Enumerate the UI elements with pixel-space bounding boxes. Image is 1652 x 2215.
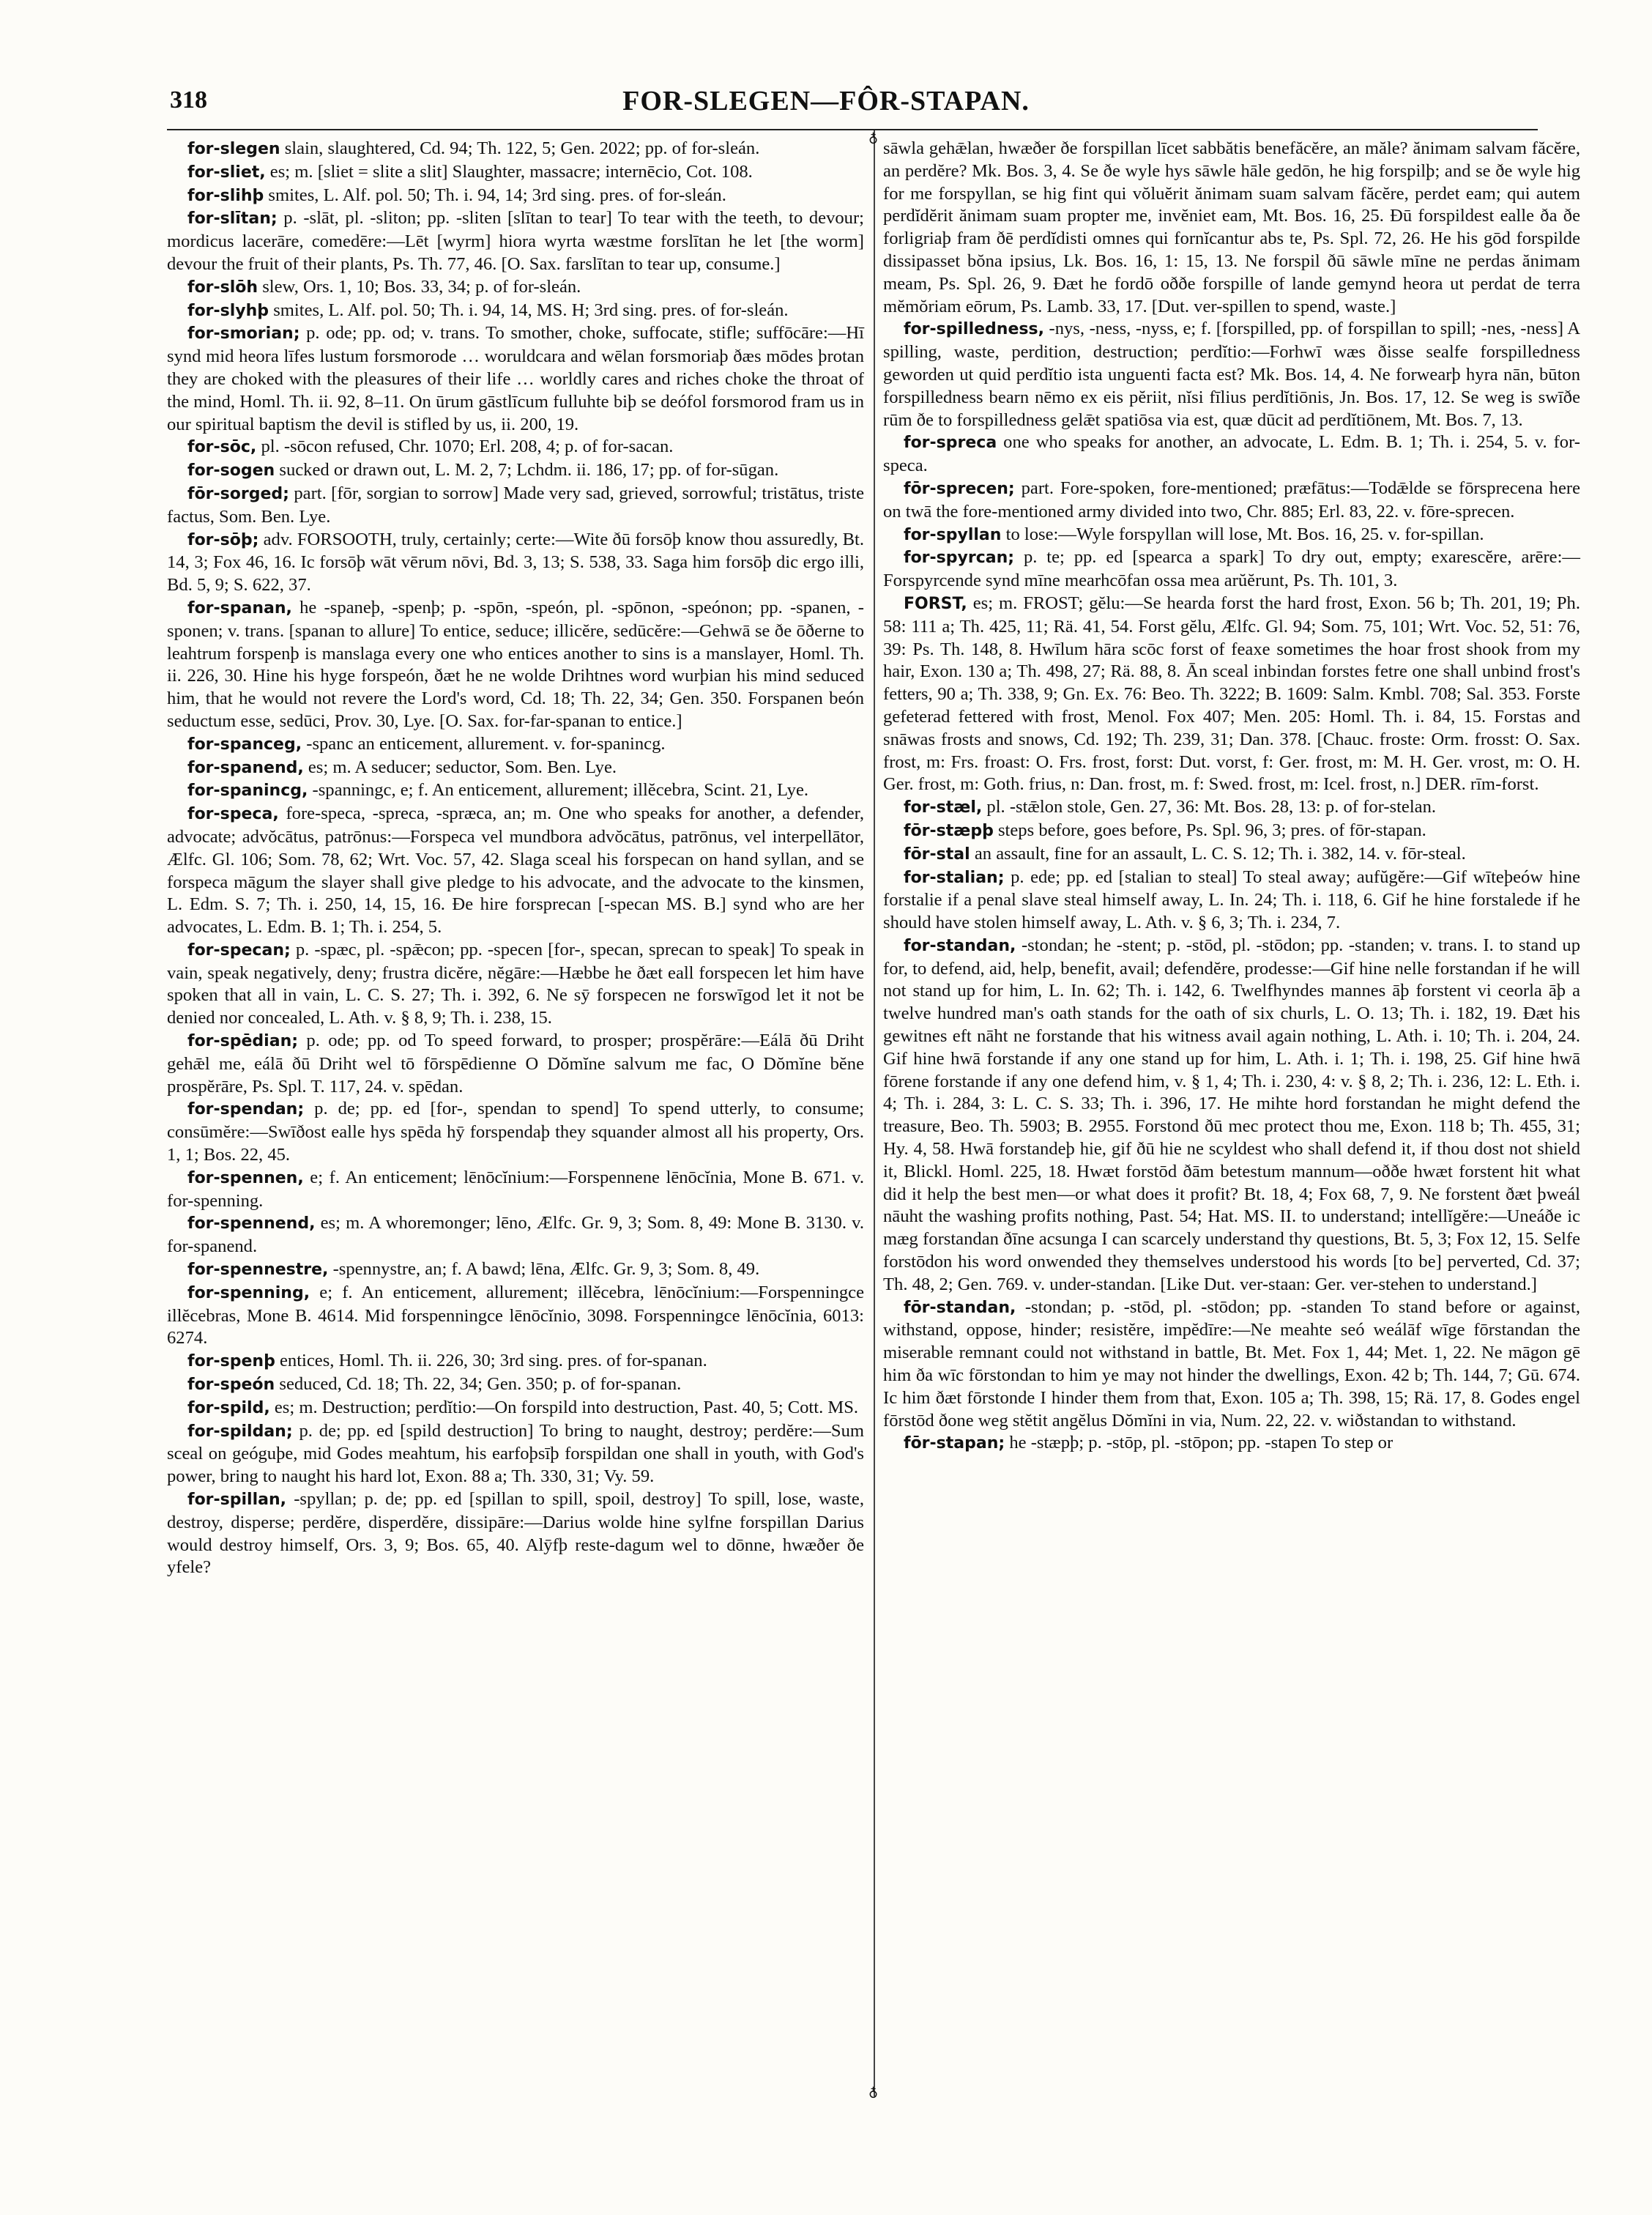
entry-headword: for-sōc, — [187, 438, 257, 457]
dictionary-entry — [167, 1098, 864, 1166]
entry-definition: p. ode; pp. od To speed forward, to prosper; prospĕrāre:—Eálā ðū Driht gehǣl me, eálā ðū Driht wel tō fōrspēdienne O Dŏmĭne salvum me fac, O Dŏmĭne bĕne prospĕrāre, Ps. Spl. T. 117, 24. v. spēdan. — [167, 1031, 864, 1097]
dictionary-entry — [167, 207, 864, 275]
entry-headword: for-spenning, — [187, 1283, 310, 1302]
entry-headword: for-spanan, — [187, 598, 292, 617]
dictionary-entry — [883, 478, 1580, 524]
dictionary-entry — [883, 843, 1580, 867]
dictionary-entry — [883, 524, 1580, 547]
entry-headword: for-spyllan — [904, 525, 1002, 544]
dictionary-entry — [883, 138, 1580, 318]
entry-headword: for-spanceg, — [187, 735, 302, 754]
entry-definition: pl. -sōcon refused, Chr. 1070; Erl. 208, 4; p. of for-sacan. — [261, 437, 674, 457]
entry-headword: for-spennen, — [187, 1168, 304, 1187]
dictionary-entry — [167, 1373, 864, 1397]
dictionary-entry — [883, 318, 1580, 431]
entry-definition: slain, slaughtered, Cd. 94; Th. 122, 5; Gen. 2022; pp. of for-sleán. — [284, 138, 760, 158]
dictionary-entry — [167, 1282, 864, 1350]
entry-definition: pl. -stǣlon stole, Gen. 27, 36: Mt. Bos. 28, 13: p. of for-stelan. — [986, 797, 1437, 817]
dictionary-entry — [883, 820, 1580, 843]
entry-headword: for-speca, — [187, 805, 279, 824]
entry-definition: es; m. Destruction; perdĭtio:—On forspild into destruction, Past. 40, 5; Cott. MS. — [274, 1397, 859, 1417]
dictionary-entry — [167, 1167, 864, 1213]
entry-definition: -nys, -ness, -nyss, e; f. [forspilled, pp. of forspillan to spill; -nes, -ness] A spilling, waste, perdition, destruction; perdĭtio:—Forhwī wæs ðisse sealfe forspilledness geworden ut quid perdĭtio ista unguenti facta est? Mk. Bos. 14, 4. Ne forwearþ hyra nān, būton forspilledness bearn nēmo ex eis pĕriit, nĭsi fīlius perdĭtiōnis, Jn. Bos. 17, 12. Se weg is swīðe rūm ðe to forspilledness gelǣt spatiōsa via est, quæ dūcit ad perdĭtiōnem, Mt. Bos. 7, 13. — [883, 319, 1580, 430]
dictionary-entry — [167, 939, 864, 1030]
left-column — [167, 138, 864, 1579]
entry-definition: steps before, goes before, Ps. Spl. 96, 3; pres. of fōr-stapan. — [997, 820, 1426, 840]
entry-definition: es; m. A whoremonger; lēno, Ælfc. Gr. 9, 3; Som. 8, 49: Mone B. 3130. v. for-spanend. — [167, 1213, 864, 1257]
entry-definition: p. -spæc, pl. -spǣcon; pp. -specen [for-, specan, sprecan to speak] To speak in vain, speak negatively, deny; frustra dicĕre, nĕgāre:—Hæbbe he ðæt eall forspecen let him have spoken that all in vain, L. C. S. 27; Th. i. 392, 6. Ne sȳ forspecen ne forswīgod let it not be denied nor concealed, L. Ath. v. § 8, 9; Th. i. 238, 15. — [167, 939, 864, 1028]
dictionary-entry — [167, 1350, 864, 1373]
entry-definition: p. -slāt, pl. -sliton; pp. -sliten [slītan to tear] To tear with the teeth, to devour; mordicus lacerāre, comedēre:—Lēt [wyrm] hiora wyrta wæstme forslītan he let [the worm] devour the fruit of their plants, Ps. Th. 77, 46. [O. Sax. farslītan to tear up, consume.] — [167, 208, 864, 274]
entry-headword: for-slōh — [187, 278, 258, 297]
entry-headword: for-stalian; — [904, 868, 1005, 887]
entry-definition: adv. FORSOOTH, truly, certainly; certe:—Wite ðū forsōþ know thou assuredly, Bt. 14, 3; Fox 46, 16. Ic forsōþ wāt vērum nōvi, Bd. 3, 13; S. 538, 33. Saga him forsōþ dic ergo illi, Bd. 5, 9; S. 622, 37. — [167, 529, 864, 596]
entry-definition: p. de; pp. ed [for-, spendan to spend] To spend utterly, to consume; consūmĕre:—Swīðost ealle hys spēda hȳ forspendaþ they squander almost all his property, Ors. 1, 1; Bos. 22, 45. — [167, 1099, 864, 1165]
entry-definition: p. de; pp. ed [spild destruction] To bring to naught, destroy; perdĕre:—Sum sceal on geóguþe, mid Godes meahtum, his earfoþsīþ forspildan one shall in youth, with God's power, bring to naught his hard lot, Exon. 88 a; Th. 330, 31; Vy. 59. — [167, 1420, 864, 1487]
entry-definition: es; m. [sliet = slite a slit] Slaughter, massacre; internēcio, Cot. 108. — [269, 161, 753, 182]
entry-headword: for-specan; — [187, 940, 291, 960]
entry-headword: for-speón — [187, 1376, 275, 1395]
entry-headword: for-sogen — [187, 461, 275, 481]
entry-headword: for-spēdian; — [187, 1032, 299, 1051]
dictionary-entry — [883, 546, 1580, 593]
dictionary-entry — [883, 1432, 1580, 1455]
dictionary-entry — [167, 276, 864, 300]
dictionary-entry — [167, 1212, 864, 1258]
entry-headword: fōr-stæpþ — [904, 821, 994, 840]
entry-definition: -spennystre, an; f. A bawd; lēna, Ælfc. Gr. 9, 3; Som. 8, 49. — [332, 1259, 760, 1280]
entry-headword: for-spillan, — [187, 1491, 286, 1510]
entry-headword: fōr-stal — [904, 845, 970, 864]
entry-definition: e; f. An enticement, allurement; illĕcebra, lēnōcĭnium:—Forspenningce illĕcebras, Mone B. 4614. Mid forspenningce lēnōcĭnio, 3098. Forspenningce lēnōcĭnia, 6013: 6274. — [167, 1282, 864, 1348]
dictionary-entry — [167, 757, 864, 780]
dictionary-entry — [167, 459, 864, 483]
dictionary-entry — [167, 138, 864, 161]
entry-headword: for-spanincg, — [187, 782, 308, 801]
ornament-top-icon: ♁ — [868, 130, 879, 145]
dictionary-entry — [167, 483, 864, 529]
entry-headword: for-slītan; — [187, 209, 278, 229]
entry-headword: for-standan, — [904, 936, 1016, 955]
entry-definition: es; m. FROST; gĕlu:—Se hearda forst the hard frost, Exon. 56 b; Th. 201, 19; Ph. 58: 111 a; Th. 425, 11; Rä. 41, 54. Forst gĕlu, Ælfc. Gl. 94; Som. 75, 101; Wrt. Voc. 52, 51: 76, 39: Ps. Th. 148, 8. Hwīlum hāra scōc forst of feaxe sometimes the hoar frost shook from my hair, Exon. 130 a; Th. 498, 27; Rä. 88, 8. Ān sceal inbindan forstes fetre one shall unbind frost's fetters, 90 a; Th. 338, 9; Gn. Ex. 76: Beo. Th. 3222; B. 1609: Salm. Kmbl. 708; Sal. 353. Forste gefeterad fettered with frost, Menol. Fox 407; Men. 205: Homl. Th. i. 84, 15. Forstas and snāwas frosts and snows, Cd. 192; Th. 239, 31; Dan. 378. [Chauc. froste: Orm. frosst: O. Sax. frost, m: Frs. froast: O. Frs. frost, forst: Dut. vorst, f: Ger. frost, m: M. H. Ger. vrost, m: O. H. Ger. frost, m: Goth. frius, n: Dan. frost, m. f: Swed. frost, m: Icel. frost, n.] DER. rīm-forst. — [883, 593, 1580, 795]
dictionary-entry — [167, 529, 864, 597]
dictionary-entry — [883, 431, 1580, 478]
entry-headword: fōr-sorged; — [187, 484, 289, 503]
entry-headword: for-spendan; — [187, 1100, 305, 1119]
entry-headword: for-spild, — [187, 1398, 270, 1417]
ornament-bottom-icon: ♁ — [868, 2085, 879, 2099]
running-head: FOR-SLEGEN—FÔR-STAPAN. — [622, 86, 1030, 116]
header-rule — [167, 129, 1538, 130]
dictionary-entry — [167, 1420, 864, 1488]
entry-headword: for-spilledness, — [904, 320, 1044, 339]
entry-definition: part. Fore-spoken, fore-mentioned; præfātus:—Todǣlde se fōrsprecena here on twā the fore-mentioned army divided into two, Chr. 885; Erl. 83, 22. v. fōre-sprecen. — [883, 478, 1580, 522]
entry-headword: for-sōþ; — [187, 530, 259, 549]
dictionary-entry — [167, 1397, 864, 1420]
dictionary-entry — [883, 867, 1580, 935]
dictionary-entry — [883, 796, 1580, 820]
entry-definition: -spanningc, e; f. An enticement, allurement; illĕcebra, Scint. 21, Lye. — [312, 780, 809, 801]
entry-definition: p. ode; pp. od; v. trans. To smother, choke, suffocate, stifle; suffōcāre:—Hī synd mid heora līfes lustum forsmorode … woruldcara and wēlan forsmoriaþ ðæs mōdes þrotan they are choked with the pleasures of their life … worldly cares and riches choke the throat of the mind, Homl. Th. ii. 92, 8–11. On ūrum gāstlīcum fulluhte biþ se deófol forsmorod fram us in our spiritual baptism the devil is stifled by us, ii. 200, 19. — [167, 323, 864, 434]
dictionary-entry — [167, 803, 864, 939]
dictionary-entry — [167, 300, 864, 323]
entry-definition: sucked or drawn out, L. M. 2, 7; Lchdm. ii. 186, 17; pp. of for-sūgan. — [279, 460, 779, 481]
entry-definition: to lose:—Wyle forspyllan will lose, Mt. Bos. 16, 25. v. for-spillan. — [1005, 524, 1484, 544]
entry-headword: fōr-sprecen; — [904, 479, 1015, 498]
page-number: 318 — [170, 86, 207, 114]
dictionary-entry — [167, 185, 864, 208]
dictionary-entry — [167, 436, 864, 459]
entry-headword: for-slegen — [187, 140, 280, 158]
entry-headword: for-spanend, — [187, 758, 304, 777]
entry-headword: for-spennestre, — [187, 1261, 329, 1280]
entry-definition: p. te; pp. ed [spearca a spark] To dry out, empty; exarescĕre, arēre:—Forspyrcende synd mīne mearhcōfan ossa mea arŭĕrunt, Ps. Th. 101, 3. — [883, 547, 1580, 591]
entry-headword: for-slyhþ — [187, 301, 269, 320]
entry-definition: he -stæpþ; p. -stōp, pl. -stōpon; pp. -stapen To step or — [1009, 1433, 1394, 1453]
entry-definition: an assault, fine for an assault, L. C. S. 12; Th. i. 382, 14. v. fōr-steal. — [974, 843, 1466, 864]
entry-headword: for-slihþ — [187, 186, 264, 205]
dictionary-entry — [167, 322, 864, 436]
entry-definition: -stondan; p. -stōd, pl. -stōdon; pp. -standen To stand before or against, withstand, oppose, hinder; resistĕre, impĕdīre:—Ne meahte seó weálāf wīge fōrstandan the miserable remnant could not withstand in battle, Bt. Met. Fox 1, 44; Met. 1, 22. Ne māgon gē him ða wīc fōrstondan to him ye may not hinder the dwellings, Exon. 42 b; Th. 144, 7; Gū. 674. Ic him ðæt fōrstonde I hinder them from that, Exon. 105 a; Th. 398, 15; Rä. 17, 8. Godes engel fōrstōd ðone weg stĕtit angĕlus Dŏmĭni in via, Num. 22, 22. v. wiðstandan to withstand. — [883, 1296, 1580, 1431]
entry-definition: he -spaneþ, -spenþ; p. -spōn, -speón, pl. -spōnon, -speónon; pp. -spanen, -sponen; v. trans. [spanan to allure] To entice, seduce; illicĕre, sedūcĕre:—Gehwā se ðe ōðerne to leahtrum forspenþ is manslaga every one who entices another to sins is a manslayer, Homl. Th. ii. 226, 30. Hine his hyge forspeón, ðæt he ne wolde Drihtnes word wurþian his mind seduced him, that he would not revere the Lord's word, Cd. 18; Th. 22, 34; Gen. 350. Forspanen beón seductum esse, sedūci, Prov. 30, Lye. [O. Sax. for-far-spanan to entice.] — [167, 597, 864, 731]
right-column — [883, 138, 1580, 1455]
entry-definition: es; m. A seducer; seductor, Som. Ben. Lye. — [308, 757, 617, 777]
entry-headword: for-spildan; — [187, 1422, 293, 1441]
dictionary-entry — [167, 1258, 864, 1282]
entry-definition: -spyllan; p. de; pp. ed [spillan to spill, spoil, destroy] To spill, lose, waste, destroy, disperse; perdĕre, disperdĕre, dissipāre:—Darius wolde hine sylfne forspillan Darius would destroy himself, Ors. 3, 9; Bos. 65, 40. Alȳfþ reste-dagum wel to dōnne, hwæðer ðe yfele? — [167, 1489, 864, 1578]
entry-headword: FORST, — [904, 594, 967, 613]
entry-headword: for-sliet, — [187, 163, 266, 182]
entry-headword: for-smorian; — [187, 324, 300, 344]
dictionary-entry — [167, 161, 864, 185]
entry-headword: for-spenþ — [187, 1352, 275, 1371]
entry-headword: for-stæl, — [904, 798, 983, 817]
entry-definition: sāwla gehǣlan, hwæðer ðe forspillan līcet sabbătis benefăcĕre, an măle? ănimam salvam făcĕre, an perdĕre? Mk. Bos. 3, 4. Se ðe wyle hys sāwle hāle gedōn, he hig forspilþ; and se ðe wyle hig for me forspyllan, se hig fint qui vŏluĕrit ănimam suam salvam făcĕre, perdet eam; qui autem perdĭdĕrit ănimam suam propter me, invĕniet eam, Mt. Bos. 16, 25. Ðū forspildest ealle ða ðe forligriaþ fram ðē perdĭdisti omnes qui fornĭcantur abs te, Ps. Spl. 72, 26. He his gōd forspilde dissipasset bŏna ipsius, Lk. Bos. 16, 1: 15, 13. Ne forspil ðū sāwle mīne ne perdas ănimam meam, Ps. Spl. 26, 9. Ðæt he fordō oððe forspille of lande gemynd heora ut perdat de terra mĕmŏriam eōrum, Ps. Lamb. 33, 17. [Dut. ver-spillen to spend, waste.] — [883, 138, 1580, 316]
dictionary-entry — [167, 779, 864, 803]
dictionary-entry — [883, 935, 1580, 1296]
entry-definition: smites, L. Alf. pol. 50; Th. i. 94, 14, MS. H; 3rd sing. pres. of for-sleán. — [273, 300, 789, 320]
entry-headword: for-spreca — [904, 434, 997, 453]
entry-definition: p. ede; pp. ed [stalian to steal] To steal away; aufŭgĕre:—Gif wīteþeów hine forstalie if a penal slave steal himself away, L. In. 24; Th. i. 118, 6. Gif he hine forstalede if he should have stolen himself away, L. Ath. v. § 6, 3; Th. i. 234, 7. — [883, 867, 1580, 933]
entry-definition: part. [fōr, sorgian to sorrow] Made very sad, grieved, sorrowful; tristātus, triste factus, Som. Ben. Lye. — [167, 483, 864, 527]
entry-definition: smites, L. Alf. pol. 50; Th. i. 94, 14; 3rd sing. pres. of for-sleán. — [268, 185, 726, 205]
entry-headword: fōr-standan, — [904, 1298, 1016, 1317]
entry-definition: e; f. An enticement; lēnōcĭnium:—Forspennene lēnōcĭnia, Mone B. 671. v. for-spenning. — [167, 1167, 864, 1211]
entry-definition: entices, Homl. Th. ii. 226, 30; 3rd sing. pres. of for-spanan. — [280, 1351, 707, 1371]
entry-definition: seduced, Cd. 18; Th. 22, 34; Gen. 350; p. of for-spanan. — [279, 1374, 682, 1395]
entry-headword: for-spyrcan; — [904, 549, 1015, 568]
entry-headword: fōr-stapan; — [904, 1434, 1005, 1453]
dictionary-entry — [167, 733, 864, 757]
entry-definition: -stondan; he -stent; p. -stōd, pl. -stōdon; pp. -standen; v. trans. I. to stand up for, to defend, aid, help, benefit, avail; defendĕre, prodesse:—Gif hine nelle forstandan if he will not stand up for him, L. In. 62; Th. i. 142, 6. Twelfhyndes mannes āþ forstent vi ceorla āþ a twelve hundred man's oath stands for the oath of six churls, L. O. 13; Th. i. 182, 19. Ðæt his gewitnes eft nāht ne forstande that his witness avail again nothing, L. Ath. i. 10; Th. i. 204, 24. Gif hine hwā forstande if any one stand up for him, L. Ath. i. 1; Th. i. 198, 25. Gif hine hwā fōrene forstande if any one defend him, v. § 1, 4; Th. i. 230, 4: v. § 8, 2; Th. i. 236, 12: L. Eth. i. 4; Th. i. 284, 3: L. C. S. 33; Th. i. 396, 17. He mihte hord forstandan he might defend the treasure, Beo. Th. 5903; B. 2955. Forstond ðū mec protect thou me, Exon. 118 b; Th. 455, 31; Hy. 4, 58. Hwā forstandeþ hie, gif ðū hie ne scyldest who shall defend it, if thou dost not shield it, Blickl. Homl. 225, 18. Hwæt forstōd ðām betestum mannum—oððe hwæt forstent hit what did it help the best men—or what does it profit? Bt. 18, 4; Fox 68, 7, 9. Ne forstent ðæt þweál nāuht the washing profits nothing, Past. 54; Hat. MS. II. to understand; intellĭgĕre:—Uneáðe ic mæg forstandan ðīne acsunga I can scarcely understand thy questions, Bt. 5, 3; Fox 12, 15. Selfe forstōdon his word onwended they themselves understood his words [to be] perverted, Cd. 37; Th. 48, 2; Gen. 769. v. under-standan. [Like Dut. ver-staan: Ger. ver-stehen to understand.] — [883, 935, 1580, 1294]
column-divider — [874, 130, 875, 2096]
dictionary-entry — [167, 1030, 864, 1098]
dictionary-entry — [167, 597, 864, 733]
entry-definition: one who speaks for another, an advocate, L. Edm. B. 1; Th. i. 254, 5. v. for-speca. — [883, 432, 1580, 476]
dictionary-entry — [883, 593, 1580, 796]
entry-definition: fore-speca, -spreca, -spræca, an; m. One who speaks for another, a defender, advocate; advŏcātus, patrōnus:—Forspeca vel mundbora advŏcātus, patrōnus, vel interpellātor, Ælfc. Gl. 106; Som. 78, 62; Wrt. Voc. 57, 42. Slaga sceal his forspecan on hand syllan, and se forspeca māgum the slayer shall give pledge to his advocate, and the advocate to the kinsmen, L. Edm. S. 7; Th. i. 250, 14, 15, 16. Ðe hire forsprecan [-specan MS. B.] synd who are her advocates, L. Edm. B. 1; Th. i. 254, 5. — [167, 804, 864, 938]
entry-definition: slew, Ors. 1, 10; Bos. 33, 34; p. of for-sleán. — [262, 276, 581, 297]
entry-definition: -spanc an enticement, allurement. v. for-spanincg. — [306, 733, 666, 754]
dictionary-entry — [167, 1488, 864, 1579]
dictionary-entry — [883, 1296, 1580, 1433]
entry-headword: for-spennend, — [187, 1214, 316, 1233]
